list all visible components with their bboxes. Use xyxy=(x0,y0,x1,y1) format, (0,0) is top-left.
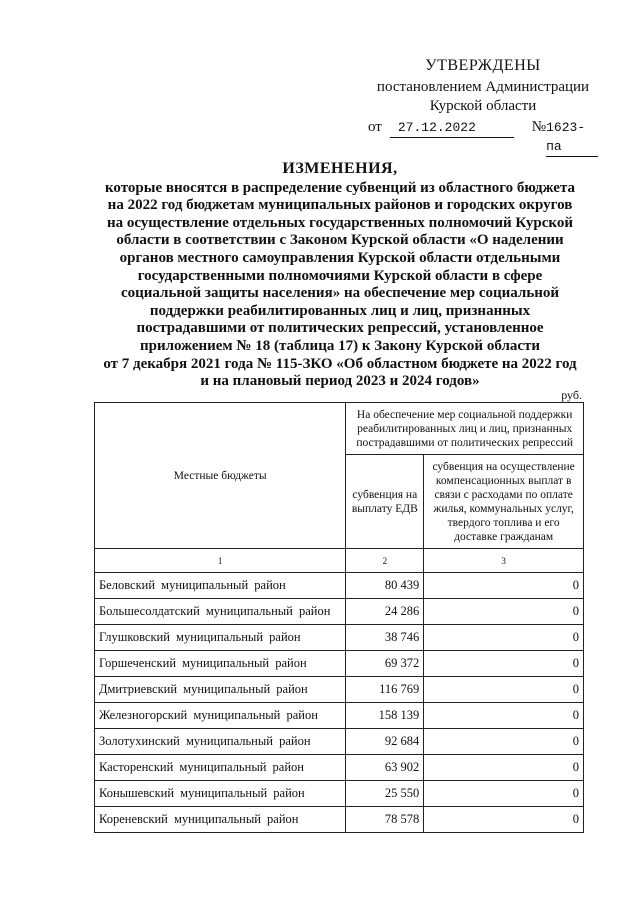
table-row xyxy=(95,573,584,599)
subvention-table xyxy=(94,402,584,833)
heading-line: на 2022 год бюджетам муниципальных районов и городских округов xyxy=(107,197,573,214)
heading-line: приложением № 18 (таблица 17) к Закону Курской области xyxy=(139,337,541,354)
comp-value: 0 xyxy=(424,729,584,755)
approval-line-1: постановлением Администрации xyxy=(376,79,590,95)
table-row xyxy=(95,781,584,807)
comp-value: 0 xyxy=(424,807,584,833)
approval-date: 27.12.2022 xyxy=(390,118,514,138)
heading-line: области в соответствии с Законом Курской области «О наделении xyxy=(116,232,564,249)
district-name: Глушковский муниципальный район xyxy=(95,625,346,651)
table-row xyxy=(95,703,584,729)
district-name: Касторенский муниципальный район xyxy=(95,755,346,781)
heading-line: на осуществление отдельных государственных полномочий Курской xyxy=(106,214,574,231)
heading-line: от 7 декабря 2021 года № 115-ЗКО «Об областном бюджете на 2022 год xyxy=(103,355,577,372)
edv-value: 158 139 xyxy=(346,703,424,729)
header-local-budgets: Местные бюджеты xyxy=(95,403,346,549)
edv-value: 92 684 xyxy=(346,729,424,755)
table-row xyxy=(95,729,584,755)
table-row xyxy=(95,807,584,833)
heading-line: органов местного самоуправления Курской области отдельными xyxy=(119,249,561,266)
comp-value: 0 xyxy=(424,755,584,781)
district-name: Горшеченский муниципальный район xyxy=(95,651,346,677)
approval-line-2: Курской области xyxy=(429,98,537,114)
table-row xyxy=(95,599,584,625)
table-row xyxy=(95,651,584,677)
column-number: 3 xyxy=(424,549,584,573)
edv-value: 80 439 xyxy=(346,573,424,599)
column-number: 1 xyxy=(95,549,346,573)
edv-value: 24 286 xyxy=(346,599,424,625)
comp-value: 0 xyxy=(424,651,584,677)
approval-from-label: от xyxy=(368,119,382,135)
header-edv: субвенция на выплату ЕДВ xyxy=(346,455,424,549)
heading-line: поддержки реабилитированных лиц и лиц, признанных xyxy=(149,302,531,319)
comp-value: 0 xyxy=(424,599,584,625)
table-row xyxy=(95,625,584,651)
column-number: 2 xyxy=(346,549,424,573)
edv-value: 69 372 xyxy=(346,651,424,677)
district-name: Конышевский муниципальный район xyxy=(95,781,346,807)
table-row xyxy=(95,755,584,781)
edv-value: 116 769 xyxy=(346,677,424,703)
approval-block xyxy=(368,56,598,157)
comp-value: 0 xyxy=(424,677,584,703)
heading-line: которые вносятся в распределение субвенций из областного бюджета xyxy=(104,179,576,196)
district-name: Железногорский муниципальный район xyxy=(95,703,346,729)
header-compensation: субвенция на осуществление компенсационных выплат в связи с расходами по оплате жилья, коммунальных услуг, твердого топлива и его доставке гражданам xyxy=(424,455,584,549)
edv-value: 25 550 xyxy=(346,781,424,807)
approval-number-label: № xyxy=(531,119,547,135)
comp-value: 0 xyxy=(424,781,584,807)
comp-value: 0 xyxy=(424,573,584,599)
edv-value: 63 902 xyxy=(346,755,424,781)
header-group: На обеспечение мер социальной поддержки реабилитированных лиц и лиц, признанных пострадавшими от политических репрессий xyxy=(346,403,584,455)
edv-value: 78 578 xyxy=(346,807,424,833)
currency-unit: руб. xyxy=(561,388,582,402)
document-heading xyxy=(90,160,590,391)
district-name: Большесолдатский муниципальный район xyxy=(95,599,346,625)
heading-line: и на плановый период 2023 и 2024 годов» xyxy=(200,373,480,390)
district-name: Золотухинский муниципальный район xyxy=(95,729,346,755)
heading-title: ИЗМЕНЕНИЯ, xyxy=(282,160,398,177)
district-name: Беловский муниципальный район xyxy=(95,573,346,599)
approval-date-line xyxy=(368,118,598,157)
approval-title: УТВЕРЖДЕНЫ xyxy=(425,57,541,74)
district-name: Кореневский муниципальный район xyxy=(95,807,346,833)
approval-number: 1623-па xyxy=(546,118,598,157)
district-name: Дмитриевский муниципальный район xyxy=(95,677,346,703)
heading-line: государственными полномочиями Курской области в сфере xyxy=(137,267,543,284)
heading-line: пострадавшими от политических репрессий, установленное xyxy=(136,320,544,337)
comp-value: 0 xyxy=(424,703,584,729)
comp-value: 0 xyxy=(424,625,584,651)
heading-line: социальной защиты населения» на обеспечение мер социальной xyxy=(120,285,560,302)
edv-value: 38 746 xyxy=(346,625,424,651)
table-row xyxy=(95,677,584,703)
